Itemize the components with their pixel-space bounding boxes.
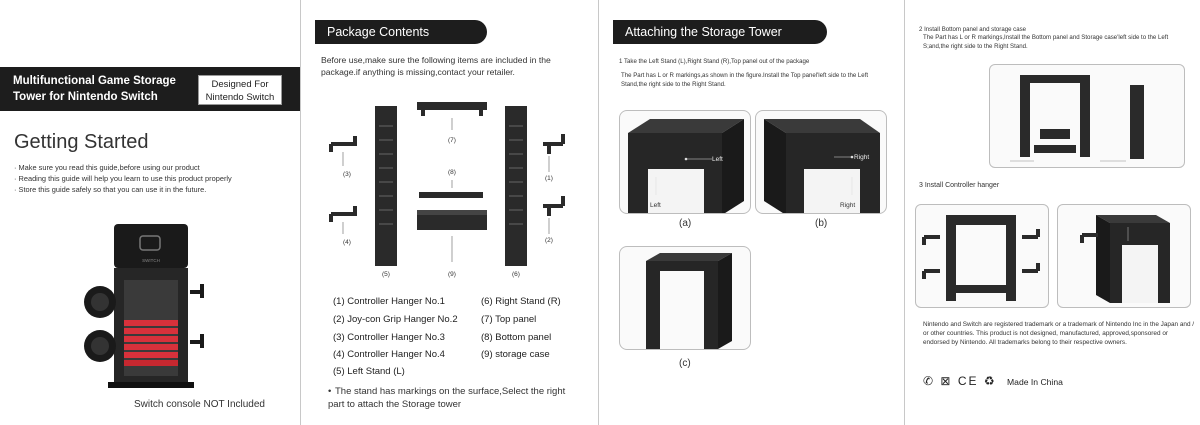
photo-c (619, 246, 751, 350)
step2-description: The Part has L or R markings,Install the Bottom panel and Storage case'left side to the Left S;and,the right side to the Right Stand. (923, 34, 1169, 50)
list-item: · Reading this guide will help you learn to use this product properly (14, 174, 232, 183)
right-bottom-label: Right (840, 202, 856, 209)
package-contents-panel (301, 0, 598, 425)
step3-photo-left (915, 204, 1049, 308)
diagram-label-6: (6) (512, 271, 520, 278)
console-not-included-note: Switch console NOT Included (134, 399, 265, 410)
diagram-label-8: (8) (448, 169, 456, 176)
list-item: (9) storage case (481, 349, 550, 360)
diagram-label-7: (7) (448, 137, 456, 144)
recycle-icon: ✆ (923, 374, 936, 388)
package-contents-header: Package Contents (315, 20, 487, 44)
weee-bin-icon: ⊠ (940, 374, 953, 388)
list-item: (7) Top panel (481, 314, 537, 325)
diagram-label-9: (9) (448, 271, 456, 278)
caption-c: (c) (679, 358, 691, 369)
diagram-label-4: (4) (343, 239, 351, 246)
made-in-china: Made In China (1007, 377, 1063, 387)
diagram-label-1: (1) (545, 175, 553, 182)
photo-b (755, 110, 887, 214)
list-item: (8) Bottom panel (481, 332, 552, 343)
package-intro-text: Before use,make sure the following items are included in the package.if anything is missing,contact your retailer. (321, 55, 551, 77)
step3-title: 3 Install Controller hanger (919, 182, 1000, 189)
step3-photo-right (1057, 204, 1191, 308)
list-item: (1) Controller Hanger No.1 (333, 296, 445, 307)
getting-started-list (14, 162, 232, 195)
list-item: (5) Left Stand (L) (333, 366, 405, 377)
certification-icons (923, 374, 997, 388)
list-item: (4) Controller Hanger No.4 (333, 349, 445, 360)
stand-markings-note: • The stand has markings on the surface,Select the right part to attach the Storage tower (328, 386, 566, 410)
title-bar (0, 67, 300, 111)
designed-for-badge: Designed For Nintendo Switch (198, 75, 282, 105)
right-marking-label: Right (854, 154, 870, 161)
caption-b: (b) (815, 218, 828, 229)
list-item: · Make sure you read this guide,before using our product (14, 163, 200, 172)
attaching-panel (599, 0, 904, 425)
dock-brand-text: SWITCH (142, 258, 160, 263)
left-bottom-label: Left (650, 202, 661, 209)
recycling-arrows-icon: ♻ (983, 374, 997, 388)
attaching-header: Attaching the Storage Tower (613, 20, 827, 44)
trademark-notice: Nintendo and Switch are registered trademark or a trademark of Nintendo Inc in the Japan and / or other countries. This product is not designed, manufactured, approved,sponsored or endorsed by Nintendo. All trademarks belong to their respective owners. (923, 321, 1195, 346)
left-marking-label: Left (712, 156, 723, 163)
photo-a (619, 110, 751, 214)
parts-diagram (321, 96, 581, 286)
list-item: (6) Right Stand (R) (481, 296, 561, 307)
install-panel (905, 0, 1200, 425)
step1-description: The Part has L or R markings,as shown in the figure.Install the Top panel'left side to the Left Stand,the right side to the Right Stand. (621, 72, 869, 88)
diagram-label-3: (3) (343, 171, 351, 178)
step1-title: 1 Take the Left Stand (L),Right Stand (R),Top panel out of the package (619, 58, 810, 65)
getting-started-heading: Getting Started (14, 131, 149, 153)
caption-a: (a) (679, 218, 692, 229)
step2-title: 2 Install Bottom panel and storage case (919, 26, 1027, 33)
diagram-label-5: (5) (382, 271, 390, 278)
diagram-label-2: (2) (545, 237, 553, 244)
list-item: (2) Joy-con Grip Hanger No.2 (333, 314, 458, 325)
list-item: (3) Controller Hanger No.3 (333, 332, 445, 343)
step2-photo (989, 64, 1185, 168)
ce-mark-icon: CE (957, 374, 979, 388)
product-title: Multifunctional Game Storage Tower for Nintendo Switch (13, 75, 176, 103)
list-item: · Store this guide safely so that you can use it in the future. (14, 185, 207, 194)
product-photo (78, 220, 228, 390)
intro-panel (0, 0, 300, 425)
